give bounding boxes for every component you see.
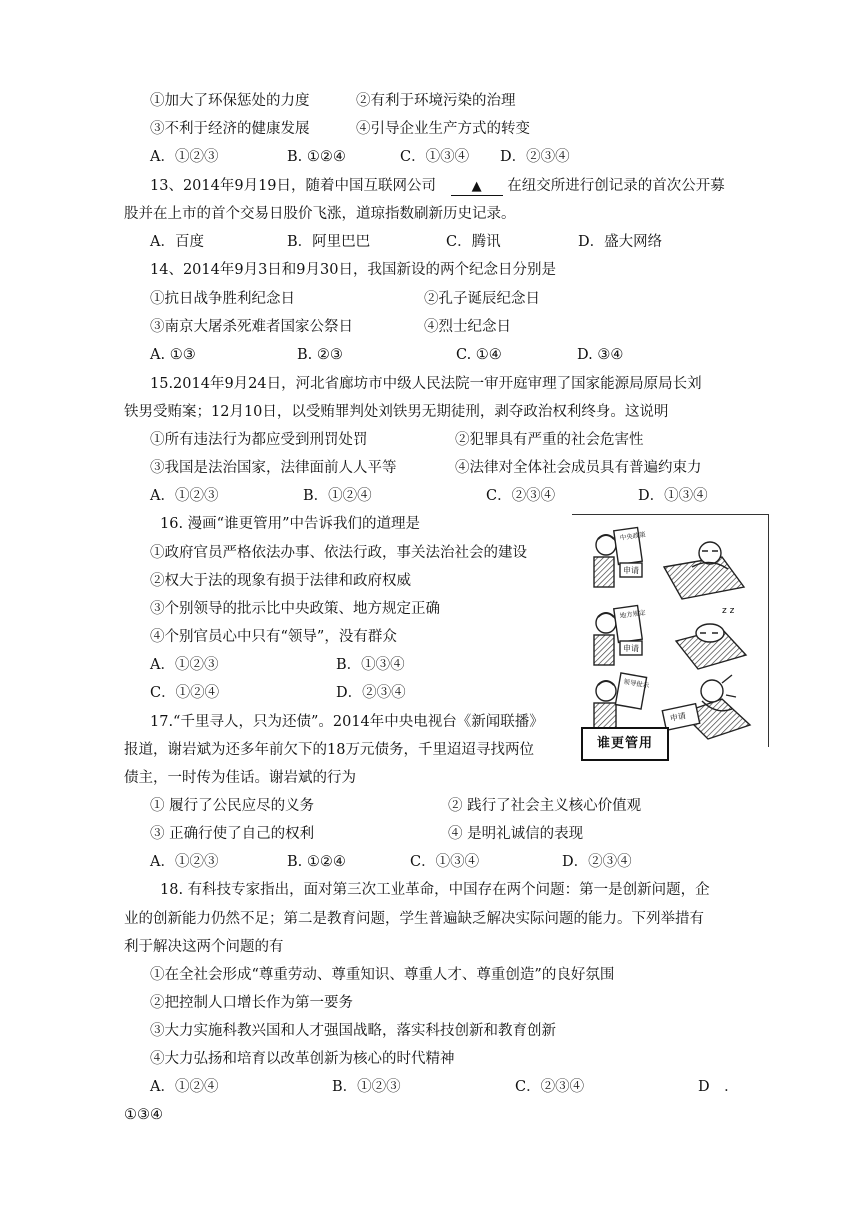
q18-option-1: ①在全社会形成“尊重劳动、尊重知识、尊重人才、尊重创造”的良好氛围 — [150, 967, 615, 983]
q14-option-1: ①抗日战争胜利纪念日 — [150, 291, 295, 307]
q18-stem-line-2: 业的创新能力仍然不足；第二是教育问题，学生普遍缺乏解决实际问题的能力。下列举措有 — [124, 911, 704, 927]
q14-option-4: ④烈士纪念日 — [424, 319, 511, 335]
cartoon-panel-1 — [594, 527, 744, 599]
q15-stem-line-1: 15.2014年9月24日，河北省廊坊市中级人民法院一审开庭审理了国家能源局原局长刘 — [150, 376, 702, 392]
cartoon-label-sleep: z z — [722, 606, 735, 616]
cartoon-label-apply-1: 申请 — [623, 566, 639, 575]
q15-option-4: ④法律对全体社会成员具有普遍约束力 — [455, 460, 702, 476]
cartoon-label-apply-3: 申请 — [669, 711, 687, 724]
q12-option-3: ③不利于经济的健康发展 — [150, 121, 310, 137]
q12-answer-a: A．①②③ — [150, 149, 219, 165]
q18-answer-d-wrap: ①③④ — [124, 1107, 163, 1123]
q13-answer-c: C．腾讯 — [446, 234, 501, 250]
q17-answer-c: C．①③④ — [410, 854, 480, 870]
q18-option-4: ④大力弘扬和培育以改革创新为核心的时代精神 — [150, 1051, 455, 1067]
q15-answer-b: B．①②④ — [303, 488, 372, 504]
q14-option-2: ②孔子诞辰纪念日 — [424, 291, 540, 307]
cartoon-label-leader-note: 领导批示 — [622, 677, 650, 691]
q13-answer-b: B．阿里巴巴 — [287, 234, 371, 250]
q13-answer-d: D．盛大网络 — [578, 234, 663, 250]
q16-answer-b: B．①③④ — [336, 657, 405, 673]
q12-answer-d: D．②③④ — [500, 149, 570, 165]
q12-answer-c: C．①③④ — [400, 149, 470, 165]
q14-answer-b: B. ②③ — [297, 347, 343, 363]
q17-option-2: ② 践行了社会主义核心价值观 — [448, 798, 642, 814]
cartoon-illustration — [572, 514, 769, 747]
q12-option-4: ④引导企业生产方式的转变 — [356, 121, 530, 137]
q18-answer-c: C．②③④ — [515, 1079, 585, 1095]
q16-option-3: ③个别领导的批示比中央政策、地方规定正确 — [150, 601, 440, 617]
q15-option-3: ③我国是法治国家，法律面前人人平等 — [150, 460, 397, 476]
cartoon-label-central-policy: 中央政策 — [619, 530, 647, 543]
q15-answer-c: C．②③④ — [486, 488, 556, 504]
q16-option-4: ④个别官员心中只有“领导”，没有群众 — [150, 629, 397, 645]
q17-option-3: ③ 正确行使了自己的权利 — [150, 826, 315, 842]
q18-answer-b: B．①②③ — [332, 1079, 401, 1095]
q15-answer-a: A．①②③ — [150, 488, 219, 504]
q13-stem-post: 在纽交所进行创记录的首次公开募 — [507, 178, 725, 194]
q16-answer-a: A．①②③ — [150, 657, 219, 673]
q13-stem-line-2: 股并在上市的首个交易日股价飞涨，道琼指数刷新历史记录。 — [124, 206, 516, 222]
q13-answer-a: A．百度 — [150, 234, 204, 250]
q18-answer-d: D ． — [698, 1079, 739, 1095]
q15-answer-d: D．①③④ — [638, 488, 708, 504]
q14-option-3: ③南京大屠杀死难者国家公祭日 — [150, 319, 353, 335]
q15-option-1: ①所有违法行为都应受到刑罚处罚 — [150, 432, 368, 448]
q14-answer-c: C. ①④ — [456, 347, 502, 363]
q17-stem-line-1: 17.“千里寻人，只为还债”。2014年中央电视台《新闻联播》 — [150, 714, 544, 730]
q14-answer-d: D. ③④ — [577, 347, 624, 363]
q17-answer-b: B. ①②④ — [287, 854, 346, 870]
q13-blank: ▲ — [451, 179, 503, 196]
q13-stem — [150, 176, 725, 196]
q16-answer-d: D．②③④ — [336, 685, 406, 701]
q17-stem-line-3: 债主，一时传为佳话。谢岩斌的行为 — [124, 770, 356, 786]
q18-option-2: ②把控制人口增长作为第一要务 — [150, 995, 353, 1011]
q17-stem-line-2: 报道，谢岩斌为还多年前欠下的18万元债务，千里迢迢寻找两位 — [124, 742, 534, 758]
q18-stem-line-1: 18. 有科技专家指出，面对第三次工业革命，中国存在两个问题：第一是创新问题，企 — [160, 882, 710, 898]
cartoon-label-local-rule: 地方规定 — [619, 608, 647, 621]
q17-answer-a: A．①②③ — [150, 854, 219, 870]
q12-option-1: ①加大了环保惩处的力度 — [150, 93, 310, 109]
q18-answer-a: A．①②④ — [150, 1079, 219, 1095]
q12-answer-b: B. ①②④ — [287, 149, 346, 165]
q17-option-4: ④ 是明礼诚信的表现 — [448, 826, 584, 842]
q12-option-2: ②有利于环境污染的治理 — [356, 93, 516, 109]
q18-stem-line-3: 利于解决这两个问题的有 — [124, 939, 284, 955]
q15-stem-line-2: 铁男受贿案；12月10日，以受贿罪判处刘铁男无期徒刑，剥夺政治权利终身。这说明 — [124, 404, 669, 420]
q16-stem: 16. 漫画“谁更管用”中告诉我们的道理是 — [160, 516, 420, 532]
q16-option-1: ①政府官员严格依法办事、依法行政，事关法治社会的建设 — [150, 545, 527, 561]
q15-option-2: ②犯罪具有严重的社会危害性 — [455, 432, 644, 448]
q13-stem-pre: 13、2014年9月19日，随着中国互联网公司 — [150, 178, 437, 194]
cartoon-drawing — [572, 515, 768, 747]
cartoon-caption: 谁更管用 — [581, 727, 669, 761]
q14-answer-a: A. ①③ — [150, 347, 196, 363]
cartoon-label-apply-2: 申请 — [623, 644, 639, 653]
q17-answer-d: D．②③④ — [562, 854, 632, 870]
q17-option-1: ① 履行了公民应尽的义务 — [150, 798, 315, 814]
q18-option-3: ③大力实施科教兴国和人才强国战略，落实科技创新和教育创新 — [150, 1023, 556, 1039]
q16-option-2: ②权大于法的现象有损于法律和政府权威 — [150, 573, 411, 589]
q14-stem: 14、2014年9月3日和9月30日，我国新设的两个纪念日分别是 — [150, 262, 556, 278]
q16-answer-c: C．①②④ — [150, 685, 220, 701]
